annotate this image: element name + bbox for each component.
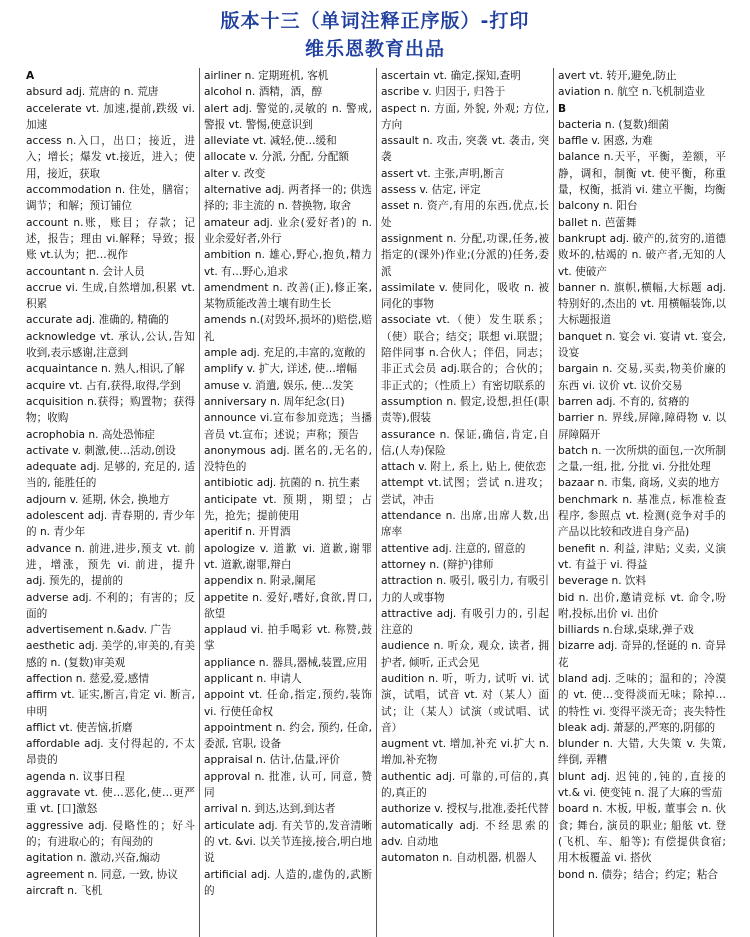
glossary-entry: bacteria n. (复数)细菌 bbox=[558, 118, 669, 131]
glossary-entry: antibiotic adj. 抗菌的 n. 抗生素 bbox=[204, 477, 361, 490]
glossary-entry: appointment n. 约会, 预约, 任命, 委派, 官职, 设备 bbox=[204, 721, 372, 751]
glossary-entry: access n.入口，出口；接近，进入；增长；爆发 vt.接近，进入；使用，接近，获取 bbox=[26, 135, 195, 180]
glossary-entry: blunt adj. 迟钝的,钝的,直接的 vt.& vi. 使变钝 n. 混了大麻的雪茄 bbox=[558, 770, 726, 800]
glossary-entry: agitation n. 激动,兴奋,煽动 bbox=[26, 852, 161, 865]
glossary-entry: acquaintance n. 熟人,相识,了解 bbox=[26, 363, 185, 376]
glossary-entry: bleak adj. 萧瑟的,严寒的,阴郁的 bbox=[558, 721, 716, 734]
glossary-entry: balcony n. 阳台 bbox=[558, 200, 638, 213]
glossary-entry: announce vi.宣布参加竞选；当播音员 vt.宣布；述说；声称；预告 bbox=[204, 412, 372, 441]
glossary-entry: assert vt. 主张,声明,断言 bbox=[381, 167, 505, 180]
glossary-entry: affirm vt. 证实,断言,肯定 vi. 断言,申明 bbox=[26, 689, 195, 718]
glossary-entry: billiards n.台球,桌球,弹子戏 bbox=[558, 624, 694, 637]
publisher-subtitle: 维乐恩教育出品 bbox=[304, 38, 445, 60]
glossary-entry: anonymous adj. 匿名的,无名的,没特色的 bbox=[204, 444, 372, 474]
glossary-entry: assault n. 攻击, 突袭 vt. 袭击, 突袭 bbox=[381, 135, 549, 164]
glossary-entry: beverage n. 饮料 bbox=[558, 575, 647, 588]
glossary-entry: aggravate vt. 使…恶化,使…更严重 vt. [口]激怒 bbox=[26, 787, 195, 816]
glossary-entry: activate v. 刺激,使…活动,创设 bbox=[26, 444, 176, 457]
glossary-entry: aggressive adj. 侵略性的；好斗的；有进取心的；有闯劲的 bbox=[26, 819, 195, 848]
glossary-entry: allocate v. 分派, 分配, 分配额 bbox=[204, 151, 350, 164]
glossary-entry: barren adj. 不育的, 贫瘠的 bbox=[558, 395, 690, 408]
glossary-entry: associate vt.（使）发生联系；（使）联合；结交；联想 vi.联盟；陪伴同事 n.合伙人；伴侣，同志；非正式会员 adj.联合的；合伙的；非正式的；（性质上）有密切联系的 bbox=[381, 314, 549, 392]
glossary-column-1 bbox=[22, 68, 199, 937]
glossary-entry: blunder n. 大错, 大失策 v. 失策, 绊倒, 弄糟 bbox=[558, 738, 726, 767]
glossary-entry: ascertain vt. 确定,探知,查明 bbox=[381, 70, 521, 82]
glossary-entry: augment vt. 增加,补充 vi.扩大 n. 增加,补充物 bbox=[381, 738, 549, 767]
glossary-entry: amateur adj. 业余(爱好者)的 n. 业余爱好者,外行 bbox=[204, 216, 372, 245]
glossary-entry: apologize v. 道歉 vi. 道歉,谢罪 vt. 道歉,谢罪,辩白 bbox=[204, 542, 372, 571]
glossary-entry: amends n.(对毁坏,损坏的)赔偿,赔礼 bbox=[204, 314, 372, 343]
glossary-entry: assumption n. 假定,设想,担任(职责等),假装 bbox=[381, 395, 549, 425]
glossary-entry: alert adj. 警觉的,灵敏的 n. 警戒,警报 vt. 警惕,使意识到 bbox=[204, 102, 372, 131]
glossary-entry: appetite n. 爱好,嗜好,食欲,胃口,欲望 bbox=[204, 591, 372, 620]
glossary-entry: alter v. 改变 bbox=[204, 167, 266, 180]
glossary-entry: bid n. 出价,邀请竞标 vt. 命令,吩咐,投标,出价 vi. 出价 bbox=[558, 591, 726, 620]
glossary-entry: bankrupt adj. 破产的,贫穷的,道德败坏的,枯竭的 n. 破产者,无知的人 vt. 使破产 bbox=[558, 232, 726, 278]
glossary-entry: authorize v. 授权与,批准,委托代替 bbox=[381, 803, 549, 816]
glossary-entry: attorney n. (辩护)律师 bbox=[381, 558, 494, 571]
glossary-entry: ascribe v. 归因于, 归咎于 bbox=[381, 86, 506, 99]
glossary-entry: applicant n. 申请人 bbox=[204, 672, 302, 685]
glossary-entry: aesthetic adj. 美学的,审美的,有美感的 n. (复数)审美观 bbox=[26, 640, 195, 669]
glossary-entry: attentive adj. 注意的, 留意的 bbox=[381, 542, 526, 555]
glossary-entry: accurate adj. 准确的, 精确的 bbox=[26, 314, 169, 327]
glossary-entry: airliner n. 定期班机, 客机 bbox=[204, 70, 329, 82]
glossary-entry: absurd adj. 荒唐的 n. 荒唐 bbox=[26, 86, 159, 99]
glossary-entry: banquet n. 宴会 vi. 宴请 vt. 宴会,设宴 bbox=[558, 330, 726, 360]
glossary-entry: assess v. 估定, 评定 bbox=[381, 184, 481, 197]
glossary-column-4 bbox=[553, 68, 730, 937]
glossary-entry: alleviate vt. 减轻,使…缓和 bbox=[204, 135, 337, 148]
glossary-entry: assignment n. 分配,功课,任务,被指定的(课外)作业;(分派的)任务,委派 bbox=[381, 232, 549, 278]
glossary-entry: affection n. 慈爱,爱,感情 bbox=[26, 672, 149, 685]
glossary-entry: applaud vi. 拍手喝彩 vt. 称赞,鼓掌 bbox=[204, 624, 372, 653]
glossary-entry: ambition n. 雄心,野心,抱负,精力 vt. 有…野心,追求 bbox=[204, 249, 372, 278]
glossary-entry: acrophobia n. 高处恐怖症 bbox=[26, 428, 155, 441]
glossary-entry: aperitif n. 开胃酒 bbox=[204, 526, 291, 539]
glossary-entry: appendix n. 附录,阑尾 bbox=[204, 575, 316, 588]
glossary-entry: adverse adj. 不利的；有害的；反面的 bbox=[26, 591, 195, 620]
glossary-entry: batch n. 一次所烘的面包,一次所制之量,一组, 批, 分批 vi. 分批处理 bbox=[558, 444, 726, 474]
glossary-column-2 bbox=[199, 68, 376, 937]
glossary-columns bbox=[22, 68, 732, 937]
glossary-entry: acknowledge vt. 承认,公认,告知收到,表示感谢,注意到 bbox=[26, 330, 195, 360]
glossary-entry: barrier n. 界线,屏障,障碍物 v. 以屏障隔开 bbox=[558, 412, 726, 441]
glossary-entry: alternative adj. 两者择一的; 供选择的; 非主流的 n. 替换物, 取舍 bbox=[204, 184, 372, 213]
glossary-entry: adequate adj. 足够的, 充足的, 适当的, 能胜任的 bbox=[26, 461, 195, 490]
glossary-entry: accountant n. 会计人员 bbox=[26, 265, 145, 278]
glossary-entry: account n.账，账目；存款；记述，报告；理由 vi.解释；导致；报账 vt.认为；把…视作 bbox=[26, 216, 195, 262]
glossary-entry: accelerate vt. 加速,提前,跌级 vi. 加速 bbox=[26, 102, 195, 131]
glossary-entry: ample adj. 充足的,丰富的,宽敞的 bbox=[204, 347, 366, 360]
glossary-entry: attractive adj. 有吸引力的, 引起注意的 bbox=[381, 607, 549, 637]
glossary-entry: bond n. 债券；结合；约定；粘合 bbox=[558, 868, 718, 881]
glossary-entry: bland adj. 乏味的；温和的；冷漠的 vt. 使…变得淡而无味；除掉…的特性 vi. 变得平淡无奇；丧失特性 bbox=[558, 672, 726, 718]
glossary-entry: advertisement n.&adv. 广告 bbox=[26, 624, 172, 637]
glossary-entry: arrival n. 到达,达到,到达者 bbox=[204, 803, 336, 816]
glossary-entry: alcohol n. 酒精，酒，醇 bbox=[204, 86, 323, 99]
glossary-entry: automatically adj. 不经思索的 adv. 自动地 bbox=[381, 819, 549, 848]
glossary-entry: adolescent adj. 青春期的, 青少年的 n. 青少年 bbox=[26, 510, 195, 539]
glossary-entry: automaton n. 自动机器, 机器人 bbox=[381, 852, 537, 865]
glossary-entry: bizarre adj. 奇异的,怪诞的 n. 奇异花 bbox=[558, 640, 726, 669]
glossary-entry: aircraft n. 飞机 bbox=[26, 884, 102, 897]
glossary-entry: balance n.天平，平衡，差额，平静，调和，制衡 vt. 使平衡，称重量，权衡，抵消 vi. 建立平衡，均衡 bbox=[558, 151, 726, 197]
glossary-entry: amplify v. 扩大, 详述, 使…增幅 bbox=[204, 363, 358, 376]
glossary-entry: appoint vt. 任命,指定,预约,装饰 vi. 行使任命权 bbox=[204, 689, 372, 718]
page-title: 版本十三（单词注释正序版）-打印 bbox=[220, 10, 530, 32]
glossary-entry: assurance n. 保证,确信,肯定,自信,(人寿)保险 bbox=[381, 428, 549, 457]
glossary-entry: agenda n. 议事日程 bbox=[26, 770, 125, 783]
glossary-entry: attempt vt.试图；尝试 n.进攻；尝试，冲击 bbox=[381, 477, 549, 506]
letter-heading: B bbox=[558, 102, 567, 115]
glossary-entry: baffle v. 困惑, 为难 bbox=[558, 135, 653, 148]
glossary-entry: aviation n. 航空 n.飞机制造业 bbox=[558, 86, 705, 99]
glossary-column-3 bbox=[376, 68, 553, 937]
glossary-entry: amuse v. 消遣, 娱乐, 使…发笑 bbox=[204, 379, 354, 392]
glossary-entry: attach v. 附上, 系上, 贴上, 使依恋 bbox=[381, 461, 546, 474]
glossary-entry: acquire vt. 占有,获得,取得,学到 bbox=[26, 379, 181, 392]
glossary-entry: appliance n. 器具,器械,装置,应用 bbox=[204, 656, 368, 669]
glossary-entry: agreement n. 同意, 一致, 协议 bbox=[26, 868, 178, 881]
glossary-entry: afflict vt. 使苦恼,折磨 bbox=[26, 721, 133, 734]
glossary-entry: attraction n. 吸引, 吸引力, 有吸引力的人或事物 bbox=[381, 575, 549, 604]
glossary-entry: anniversary n. 周年纪念(日) bbox=[204, 395, 345, 408]
glossary-entry: amendment n. 改善(正),修正案,某物质能改善土壤有助生长 bbox=[204, 281, 372, 311]
glossary-entry: anticipate vt. 预期，期望；占先，抢先；提前使用 bbox=[204, 493, 372, 523]
letter-heading: A bbox=[26, 70, 35, 82]
glossary-entry: appraisal n. 估计,估量,评价 bbox=[204, 754, 340, 767]
glossary-entry: audition n. 听，听力, 试听 vi. 试演，试唱，试音 vt. 对（某人）面试；让（某人）试演（或试唱、试音） bbox=[381, 672, 549, 734]
glossary-entry: assimilate v. 使同化，吸收 n. 被同化的事物 bbox=[381, 281, 549, 311]
glossary-entry: approval n. 批准, 认可, 同意, 赞同 bbox=[204, 770, 372, 800]
glossary-entry: avert vt. 转开,避免,防止 bbox=[558, 70, 677, 82]
glossary-entry: adjourn v. 延期, 休会, 换地方 bbox=[26, 493, 170, 506]
glossary-entry: attendance n. 出席,出席人数,出席率 bbox=[381, 510, 549, 539]
glossary-entry: articulate adj. 有关节的,发音清晰的 vt. &vi. 以关节连接,接合,明白地说 bbox=[204, 819, 372, 865]
glossary-entry: benchmark n. 基准点, 标准检查程序, 参照点 vt. 检测(竞争对手的产品以比较和改进自身产品) bbox=[558, 493, 726, 539]
glossary-entry: bazaar n. 市集, 商场, 义卖的地方 bbox=[558, 477, 720, 490]
glossary-entry: bargain n. 交易,买卖,物美价廉的东西 vi. 议价 vt. 议价交易 bbox=[558, 363, 726, 392]
glossary-entry: affordable adj. 支付得起的, 不太昂贵的 bbox=[26, 738, 195, 767]
glossary-entry: artificial adj. 人造的,虚伪的,武断的 bbox=[204, 868, 372, 897]
glossary-entry: audience n. 听众, 观众, 读者, 拥护者, 倾听, 正式会见 bbox=[381, 640, 549, 669]
glossary-entry: board n. 木板, 甲板, 董事会 n. 伙食; 舞台, 演员的职业; 船舷 vt. 登(飞机、车、船等); 有偿提供食宿; 用木板覆盖 vi. 搭伙 bbox=[558, 803, 726, 865]
glossary-entry: aspect n. 方面, 外貌, 外观; 方位, 方向 bbox=[381, 102, 549, 131]
glossary-entry: accrue vi. 生成,自然增加,积累 vt. 积累 bbox=[26, 281, 195, 311]
glossary-entry: benefit n. 利益, 津贴; 义卖, 义演 vt. 有益于 vi. 得益 bbox=[558, 542, 726, 571]
glossary-entry: acquisition n.获得；购置物；获得物；收购 bbox=[26, 395, 195, 425]
glossary-entry: authentic adj. 可靠的,可信的,真的,真正的 bbox=[381, 770, 549, 800]
glossary-entry: banner n. 旗帜,横幅,大标题 adj. 特别好的,杰出的 vt. 用横幅装饰,以大标题报道 bbox=[558, 281, 726, 327]
glossary-entry: asset n. 资产,有用的东西,优点,长处 bbox=[381, 200, 549, 229]
glossary-entry: accommodation n. 住处，膳宿；调节；和解；预订铺位 bbox=[26, 184, 195, 213]
glossary-entry: ballet n. 芭蕾舞 bbox=[558, 216, 637, 229]
glossary-entry: advance n. 前进,进步,预支 vt. 前进，增涨，预先 vi. 前进，提升 adj. 预先的，提前的 bbox=[26, 542, 195, 588]
